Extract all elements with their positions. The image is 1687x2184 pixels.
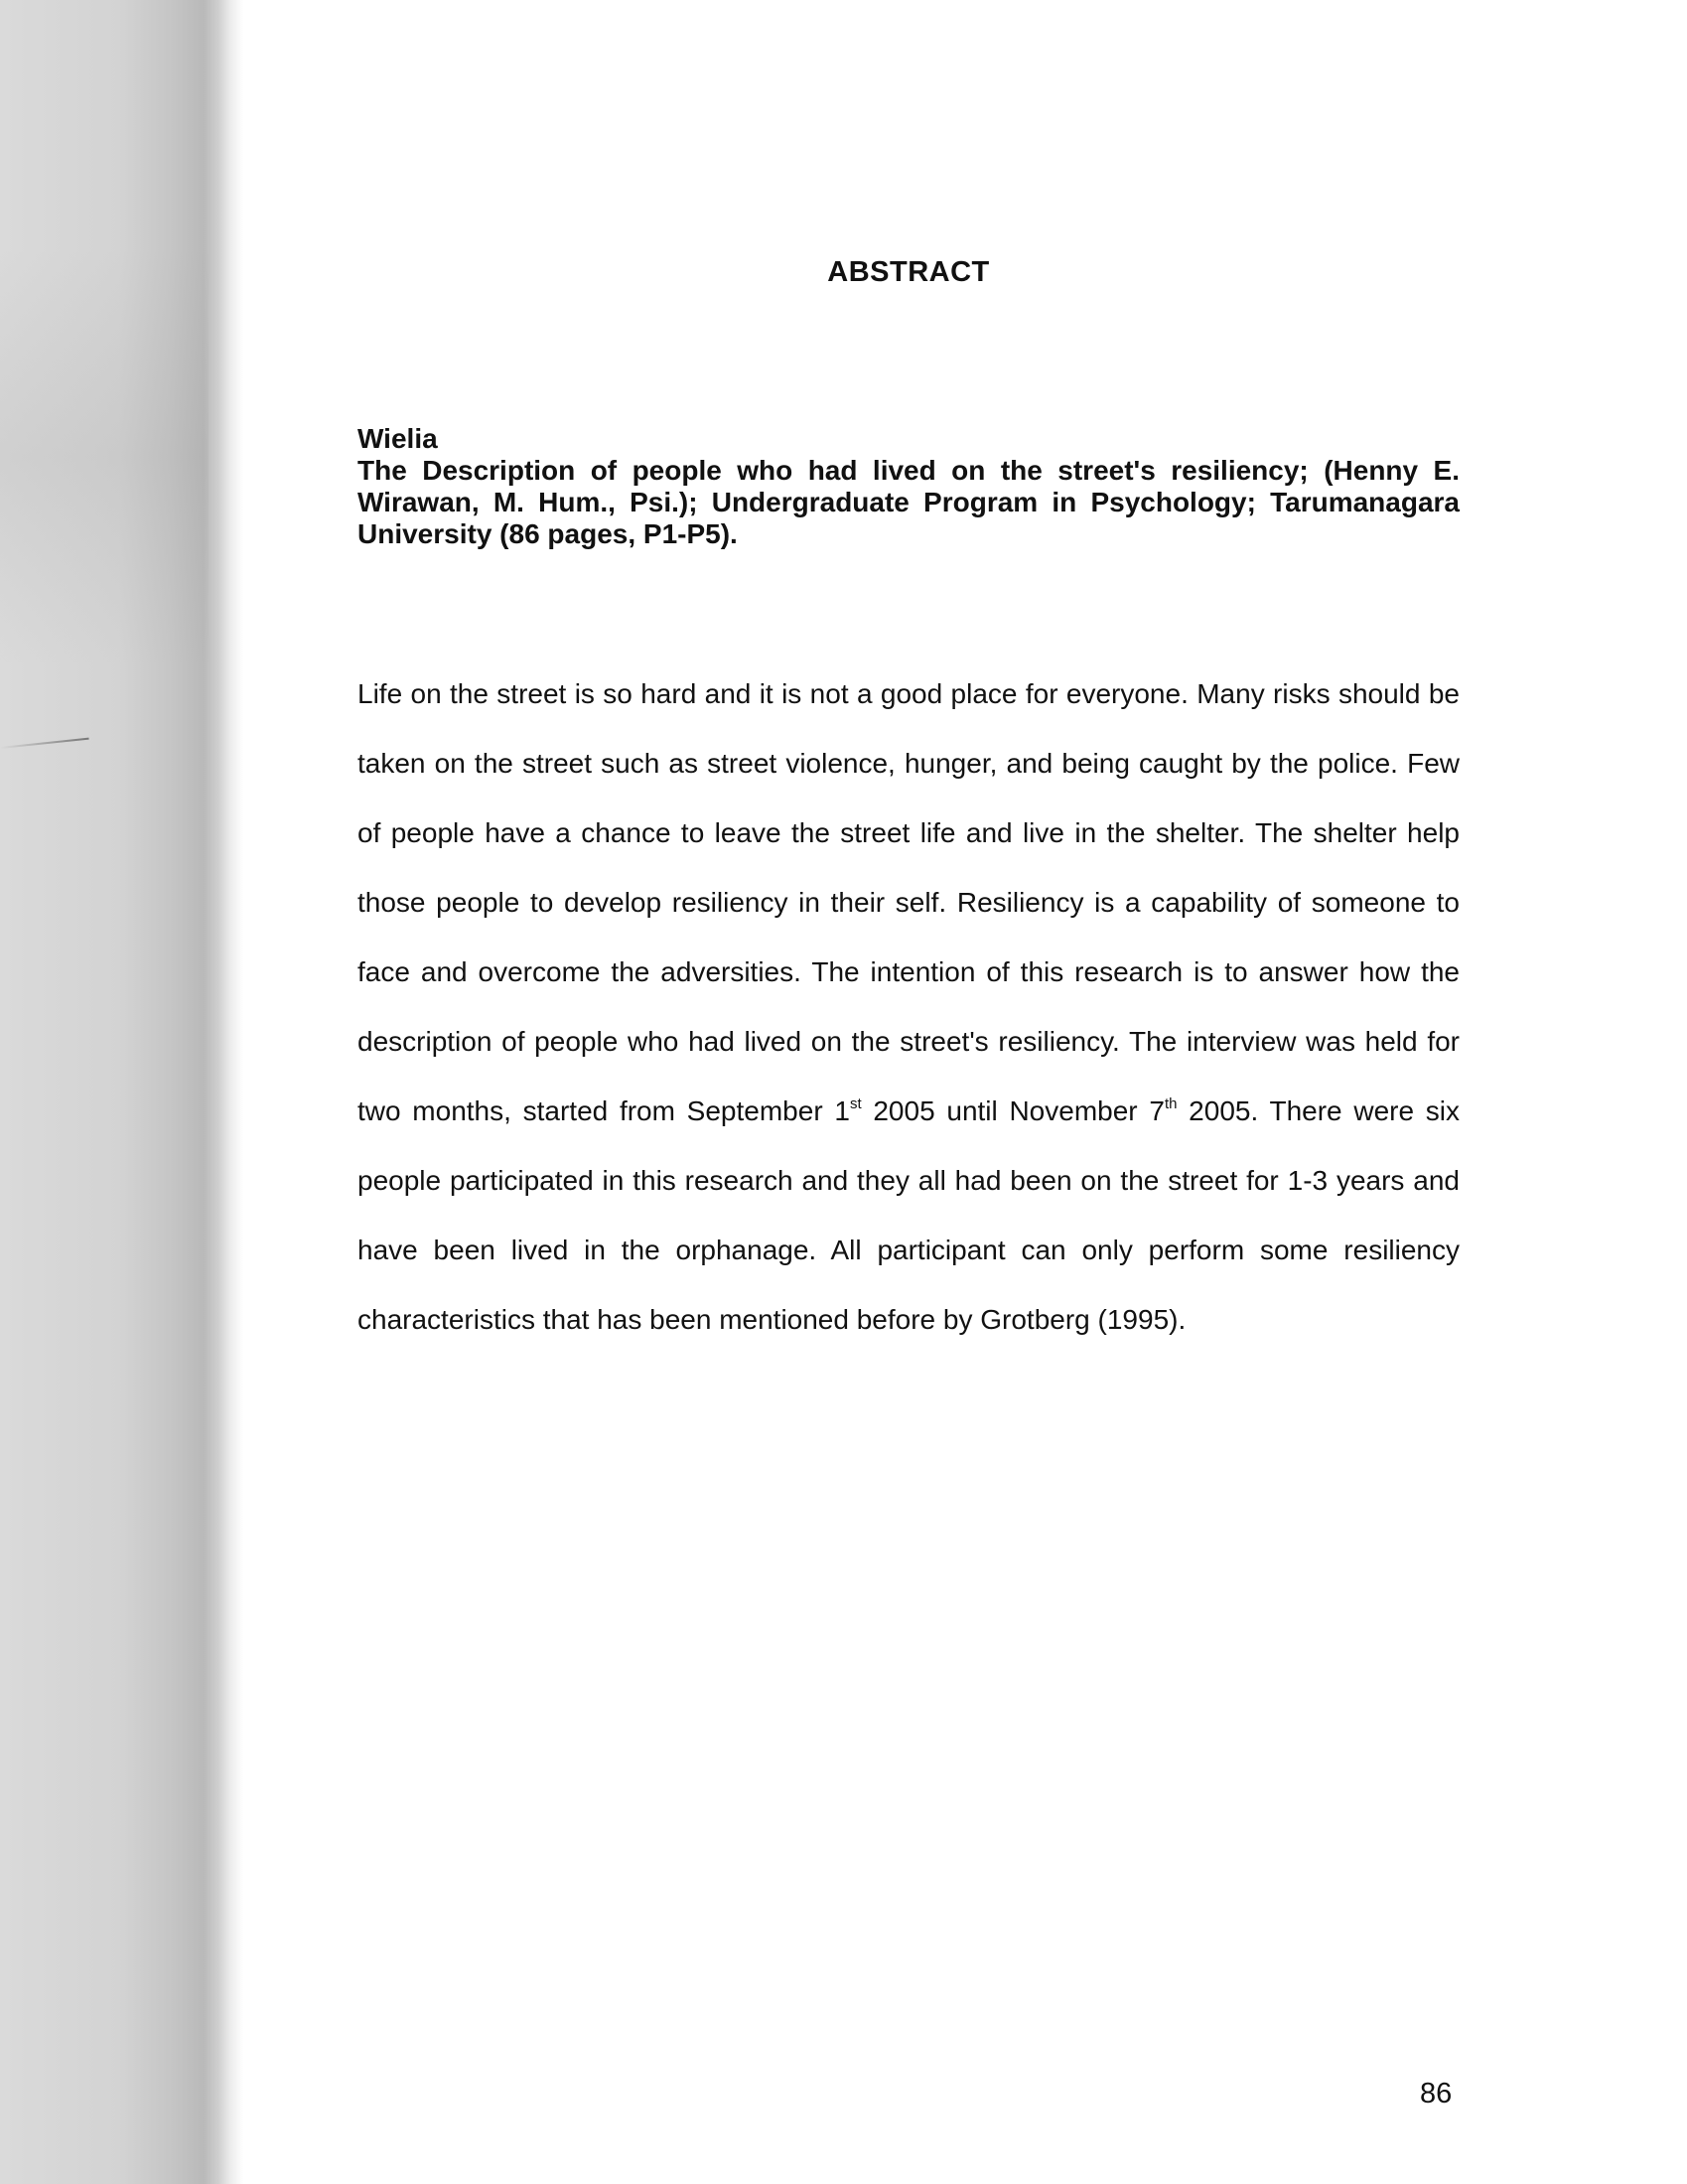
abstract-text-part-3: 2005. There were six people participated in this research and they all had been on the street for 1-3 years and have been lived in the orphanage. All participant can only perform some resiliency characteristics that has been mentioned before by Grotberg (1995). [357, 1095, 1460, 1335]
abstract-text-part-1: Life on the street is so hard and it is not a good place for everyone. Many risks should be taken on the street such as street violence, hunger, and being caught by the police. Few of people have a chance to leave the street life and live in the shelter. The shelter help those people to develop resiliency in their self. Resiliency is a capability of someone to face and overcome the adversities. The intention of this research is to answer how the description of people who had lived on the street's resiliency. The interview was held for two months, started from September 1 [357, 678, 1460, 1126]
binding-shading [0, 248, 209, 665]
superscript-st: st [849, 1095, 862, 1112]
author-name: Wielia [357, 423, 438, 454]
document-page [357, 256, 1460, 1355]
page-number: 86 [1420, 2078, 1453, 2110]
abstract-body [357, 659, 1460, 1355]
page-title: ABSTRACT [827, 256, 990, 288]
citation-text: The Description of people who had lived on the street's resiliency; (Henny E. Wirawan, M. Hum., Psi.); Undergraduate Program in Psychology; Tarumanagara University (86 pages, P1-P5). [357, 455, 1460, 549]
superscript-th: th [1164, 1095, 1178, 1112]
abstract-paragraph [357, 659, 1460, 1355]
abstract-text-part-2: 2005 until November 7 [861, 1095, 1165, 1126]
